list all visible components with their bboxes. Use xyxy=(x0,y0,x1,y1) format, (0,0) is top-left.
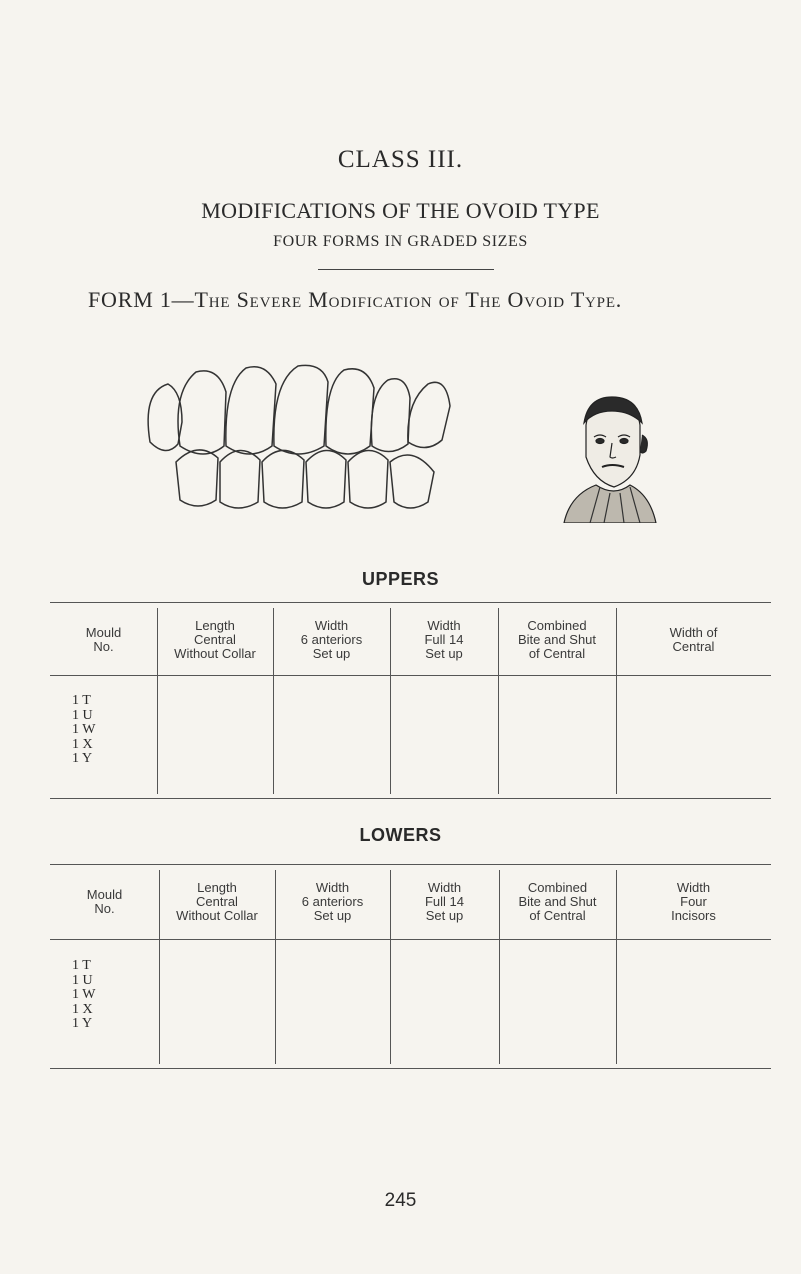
form-prefix: FORM 1— xyxy=(88,287,195,312)
table-row: 1 Y xyxy=(72,1016,93,1032)
header-width-full-14: Width Full 14 Set up xyxy=(424,618,464,661)
tooth-outlines-icon xyxy=(138,362,478,512)
page-subtitle: MODIFICATIONS OF THE OVOID TYPE xyxy=(201,198,600,223)
lowers-heading: LOWERS xyxy=(359,825,442,845)
page-number: 245 xyxy=(384,1190,417,1211)
table-row: 1 W xyxy=(72,722,96,738)
form-title xyxy=(88,287,622,313)
header-length-central: Length Central Without Collar xyxy=(176,880,258,923)
header-length-central: Length Central Without Collar xyxy=(174,618,256,661)
header-width-6-anteriors: Width 6 anteriors Set up xyxy=(301,880,364,923)
form-description: The Severe Modification of The Ovoid Type. xyxy=(194,287,623,312)
header-width-6-anteriors: Width 6 anteriors Set up xyxy=(300,618,363,661)
header-mould-no: Mould No. xyxy=(86,887,123,916)
table-row: 1 X xyxy=(72,1001,93,1017)
uppers-table xyxy=(50,602,771,802)
header-combined-bite: Combined Bite and Shut of Central xyxy=(517,618,597,661)
table-row: 1 X xyxy=(72,736,93,752)
forms-line: FOUR FORMS IN GRADED SIZES xyxy=(273,233,528,250)
face-drawing-icon xyxy=(560,395,660,523)
divider xyxy=(318,269,494,270)
class-title: CLASS III. xyxy=(337,146,464,173)
table-row: 1 Y xyxy=(72,751,93,767)
mould-list xyxy=(72,959,95,1032)
table-top-rule xyxy=(50,602,771,603)
table-row: 1 U xyxy=(72,972,93,988)
table-row: 1 T xyxy=(72,693,91,708)
table-row: 1 W xyxy=(72,987,96,1003)
header-width-of-central: Width of Central xyxy=(669,625,718,654)
table-row: 1 U xyxy=(72,707,93,723)
table-top-rule xyxy=(50,864,771,865)
header-mould-no: Mould No. xyxy=(85,625,122,654)
header-width-four-incisors: Width Four Incisors xyxy=(671,880,716,923)
lowers-table xyxy=(50,864,771,1074)
header-combined-bite: Combined Bite and Shut of Central xyxy=(518,880,597,923)
uppers-heading: UPPERS xyxy=(361,569,440,589)
table-row: 1 T xyxy=(72,958,91,973)
table-header-rule xyxy=(50,675,771,676)
mould-list xyxy=(72,694,95,767)
table-bottom-rule xyxy=(50,1068,771,1069)
header-width-full-14: Width Full 14 Set up xyxy=(424,880,465,923)
table-bottom-rule xyxy=(50,798,771,799)
